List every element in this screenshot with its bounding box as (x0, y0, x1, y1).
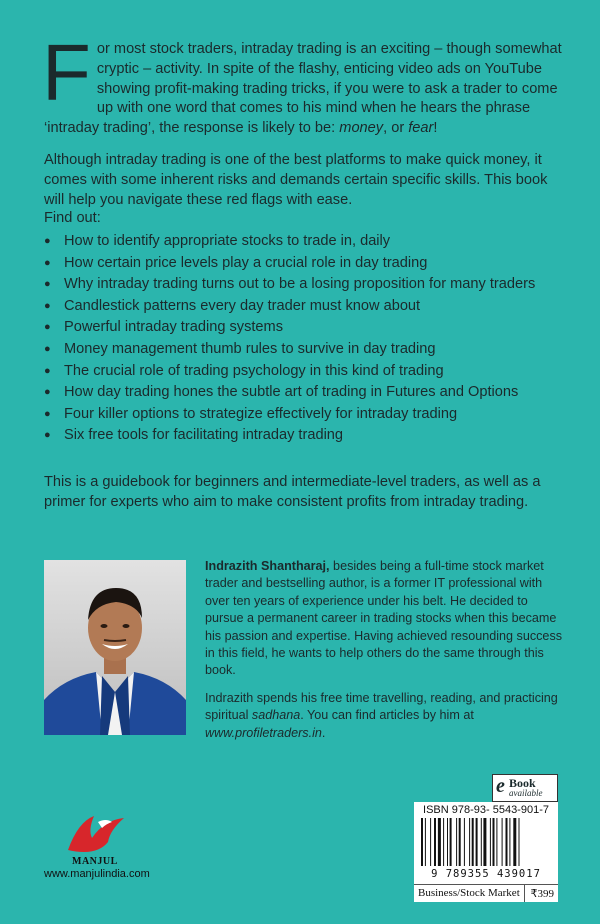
author-name: Indrazith Shantharaj, (205, 559, 330, 573)
isbn-text: ISBN 978-93- 5543-901-7 (423, 804, 549, 816)
list-item: ● Four killer options to strategize effectively for intraday trading (44, 405, 564, 424)
intro-paragraph-1: or most stock traders, intraday trading is an exciting – though somewhat cryptic – activity. In spite of the flashy, enticing video ads on YouTube showing profit-making trading tricks, if you were to ask a trader to come up with one word that comes to his mind when he hears the phrase ‘intraday trading’, the response is likely to be: money, or fear! (44, 41, 562, 137)
list-item: ● How certain price levels play a crucial role in day trading (44, 254, 564, 273)
list-item: ● Powerful intraday trading systems (44, 318, 564, 337)
feature-list (44, 232, 564, 448)
intro-text (42, 28, 562, 210)
barcode-label (414, 802, 558, 902)
intro-paragraph-2: Although intraday trading is one of the best platforms to make quick money, it comes with some inherent risks and demands certain specific skills. This book will help you navigate these red flags with ease. (44, 151, 548, 208)
author-website: www.profiletraders.in (205, 725, 322, 740)
drop-cap: F (42, 28, 91, 117)
list-item: ● Money management thumb rules to survive in day trading (44, 340, 564, 359)
guidebook-paragraph: This is a guidebook for beginners and intermediate-level traders, as well as a primer for experts who aim to make consistent profits from intraday trading. (44, 474, 541, 510)
book-price: ₹399 (530, 888, 554, 900)
barcode-icon (421, 818, 551, 868)
bio-paragraph-2: Indrazith spends his free time travelling, reading, and practicing spiritual sadhana. You can find articles by him at www.profiletraders.in. (205, 690, 558, 740)
manjul-bird-logo-icon (64, 812, 128, 856)
price-row (414, 884, 558, 902)
list-item: ● Six free tools for facilitating intraday trading (44, 426, 564, 445)
publisher-website: www.manjulindia.com (44, 868, 150, 880)
author-portrait-icon (44, 560, 186, 735)
list-item: ● Candlestick patterns every day trader must know about (44, 297, 564, 316)
ebook-available-badge: e Book available (492, 774, 558, 802)
list-item: ● The crucial role of trading psychology in this kind of trading (44, 362, 564, 381)
author-photo (44, 560, 186, 735)
list-item: ● How day trading hones the subtle art of trading in Futures and Options (44, 383, 564, 402)
barcode-digits: 9 789355 439017 (431, 868, 541, 880)
list-item: ● Why intraday trading turns out to be a losing proposition for many traders (44, 275, 564, 294)
list-item: ● How to identify appropriate stocks to trade in, daily (44, 232, 564, 251)
author-bio (205, 558, 565, 742)
bio-paragraph-1: Indrazith Shantharaj, besides being a full-time stock market trader and bestselling author, is a former IT professional with over ten years of experience under his belt. He decided to pursue a permanent career in trading stocks when this became his passion and expertise. Having achieved resounding success in this field, he wants to help others do the same through this book. (205, 559, 563, 678)
publisher-name: MANJUL (72, 856, 118, 867)
find-out-heading: Find out: (44, 210, 101, 226)
book-category: Business/Stock Market (418, 887, 520, 899)
